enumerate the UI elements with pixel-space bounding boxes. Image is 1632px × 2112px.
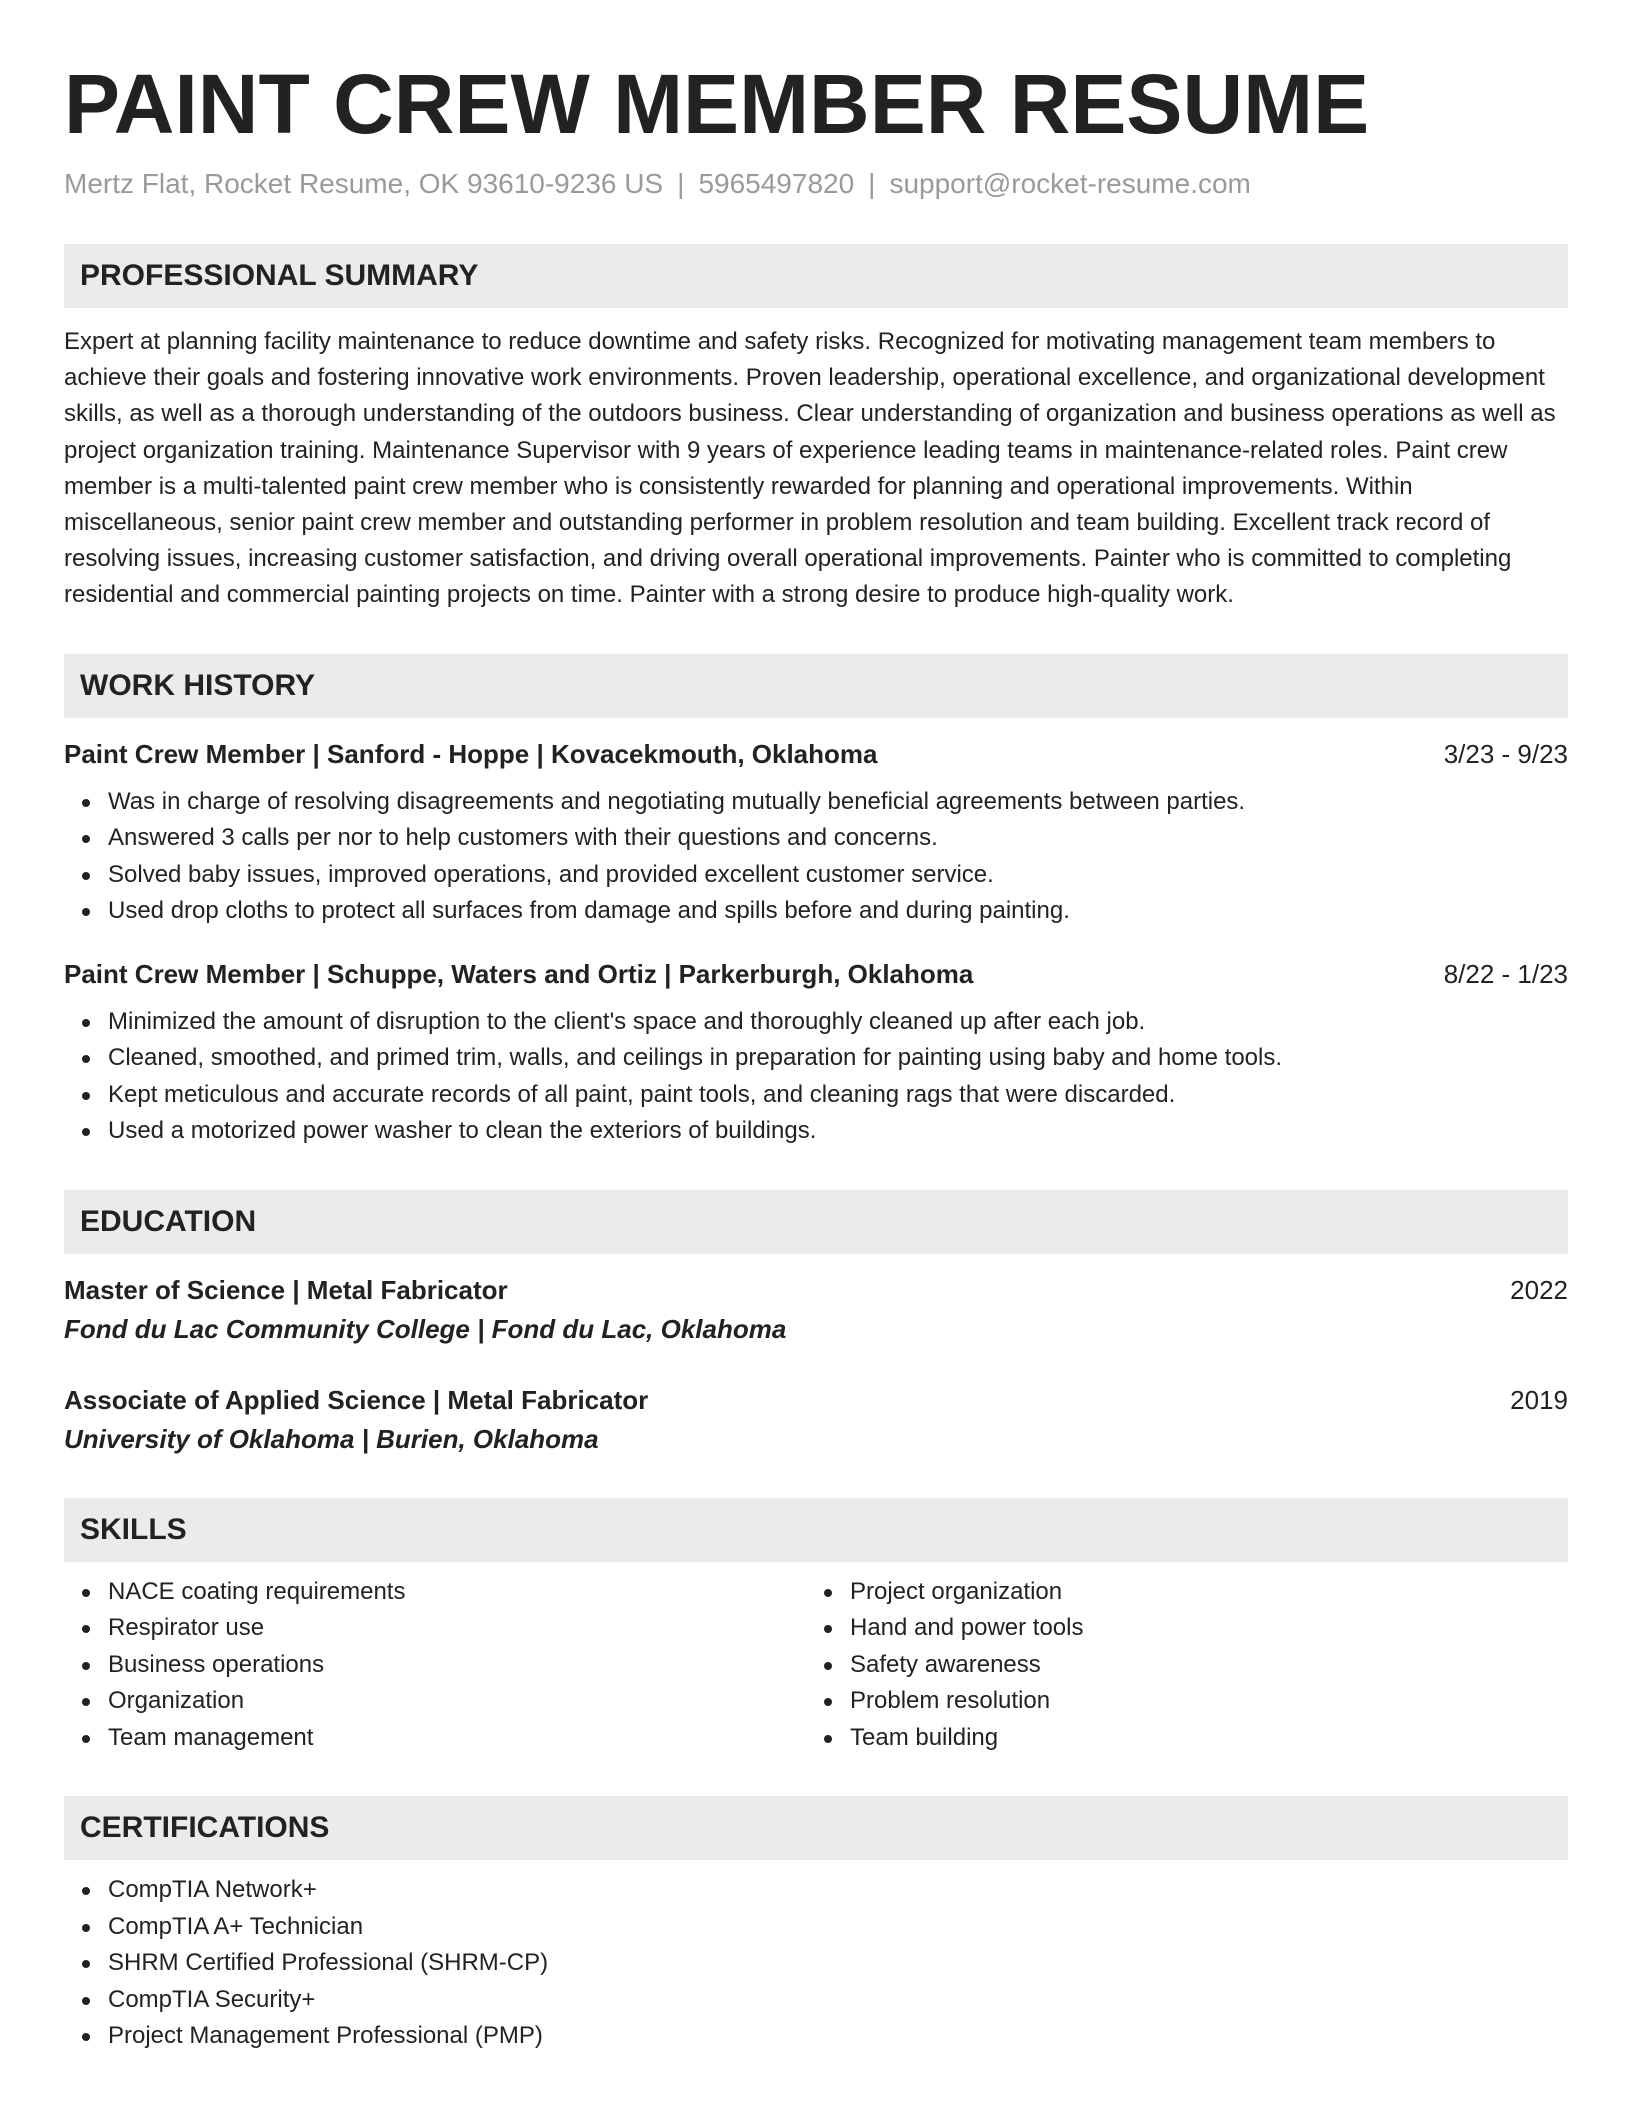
list-item: Project Management Professional (PMP) [64,2018,1568,2055]
contact-address: Mertz Flat, Rocket Resume, OK 93610-9236 US [64,168,664,199]
certifications-bullets [64,1872,1568,2055]
education-degree: Master of Science | Metal Fabricator [64,1274,508,1305]
education-entry [64,1270,1568,1348]
list-item: SHRM Certified Professional (SHRM-CP) [64,1945,1568,1982]
education-school: Fond du Lac Community College | Fond du Lac, Oklahoma [64,1313,787,1344]
job-header [64,954,1568,994]
list-item: Used drop cloths to protect all surfaces from damage and spills before and during painting. [64,893,1568,930]
list-item: Cleaned, smoothed, and primed trim, walls, and ceilings in preparation for painting using baby and home tools. [64,1040,1568,1077]
list-item: Team management [64,1720,806,1757]
job-header [64,734,1568,774]
section-header-summary: PROFESSIONAL SUMMARY [64,244,1568,308]
job-title: Paint Crew Member | Schuppe, Waters and Ortiz | Parkerburgh, Oklahoma [64,958,974,989]
education-header [64,1270,1568,1310]
list-item: CompTIA Security+ [64,1982,1568,2019]
contact-separator: | [868,168,876,199]
list-item: Hand and power tools [806,1610,1548,1647]
list-item: Safety awareness [806,1647,1548,1684]
skills-column-right [806,1574,1548,1757]
summary-text: Expert at planning facility maintenance to reduce downtime and safety risks. Recognized for motivating management team members to achieve their goals and fostering innovative work environments. Proven leadership, operational excellence, and organizational development skills, as well as a thorough understanding of the outdoors business. Clear understanding of organization and business operations as well as project organization training. Maintenance Supervisor with 9 years of experience leading teams in maintenance-related roles. Paint crew member is a multi-talented paint crew member who is consistently rewarded for planning and operational improvements. Within miscellaneous, senior paint crew member and outstanding performer in problem resolution and team building. Excellent track record of resolving issues, increasing customer satisfaction, and driving overall operational improvements. Painter who is committed to completing residential and commercial painting projects on time. Painter with a strong desire to produce high-quality work. [64,328,1556,609]
list-item: Project organization [806,1574,1548,1611]
education-degree: Associate of Applied Science | Metal Fabricator [64,1384,649,1415]
list-item: Used a motorized power washer to clean the exteriors of buildings. [64,1113,1568,1150]
list-item: Kept meticulous and accurate records of all paint, paint tools, and cleaning rags that were discarded. [64,1077,1568,1114]
list-item: Answered 3 calls per nor to help customers with their questions and concerns. [64,820,1568,857]
list-item: Respirator use [64,1610,806,1647]
contact-phone: 5965497820 [698,168,855,199]
list-item: NACE coating requirements [64,1574,806,1611]
list-item: Was in charge of resolving disagreements and negotiating mutually beneficial agreements between parties. [64,784,1568,821]
job-entry [64,734,1568,930]
job-bullets [64,1004,1568,1150]
job-entry [64,954,1568,1150]
resume-title: PAINT CREW MEMBER RESUME [64,57,1370,151]
job-dates: 8/22 - 1/23 [1443,958,1568,989]
list-item: Problem resolution [806,1683,1548,1720]
list-item: Minimized the amount of disruption to the client's space and thoroughly cleaned up after each job. [64,1004,1568,1041]
list-item: CompTIA A+ Technician [64,1909,1568,1946]
job-dates: 3/23 - 9/23 [1443,738,1568,769]
section-header-certifications: CERTIFICATIONS [64,1796,1568,1860]
list-item: Business operations [64,1647,806,1684]
education-entry [64,1380,1568,1458]
list-item: Team building [806,1720,1548,1757]
education-year: 2019 [1510,1384,1568,1415]
list-item: Solved baby issues, improved operations, and provided excellent customer service. [64,857,1568,894]
education-year: 2022 [1510,1274,1568,1305]
section-header-skills: SKILLS [64,1498,1568,1562]
job-bullets [64,784,1568,930]
resume-page [64,48,1568,2055]
job-title: Paint Crew Member | Sanford - Hoppe | Kovacekmouth, Oklahoma [64,738,878,769]
education-header [64,1380,1568,1420]
certifications-list [64,1872,1568,2055]
section-header-work-history: WORK HISTORY [64,654,1568,718]
education-school: University of Oklahoma | Burien, Oklahoma [64,1423,599,1454]
skills-column-left [64,1574,806,1757]
list-item: Organization [64,1683,806,1720]
list-item: CompTIA Network+ [64,1872,1568,1909]
skills-columns [64,1574,1568,1757]
contact-separator: | [677,168,685,199]
contact-email: support@rocket-resume.com [889,168,1251,199]
section-header-education: EDUCATION [64,1190,1568,1254]
contact-line [64,164,1568,204]
